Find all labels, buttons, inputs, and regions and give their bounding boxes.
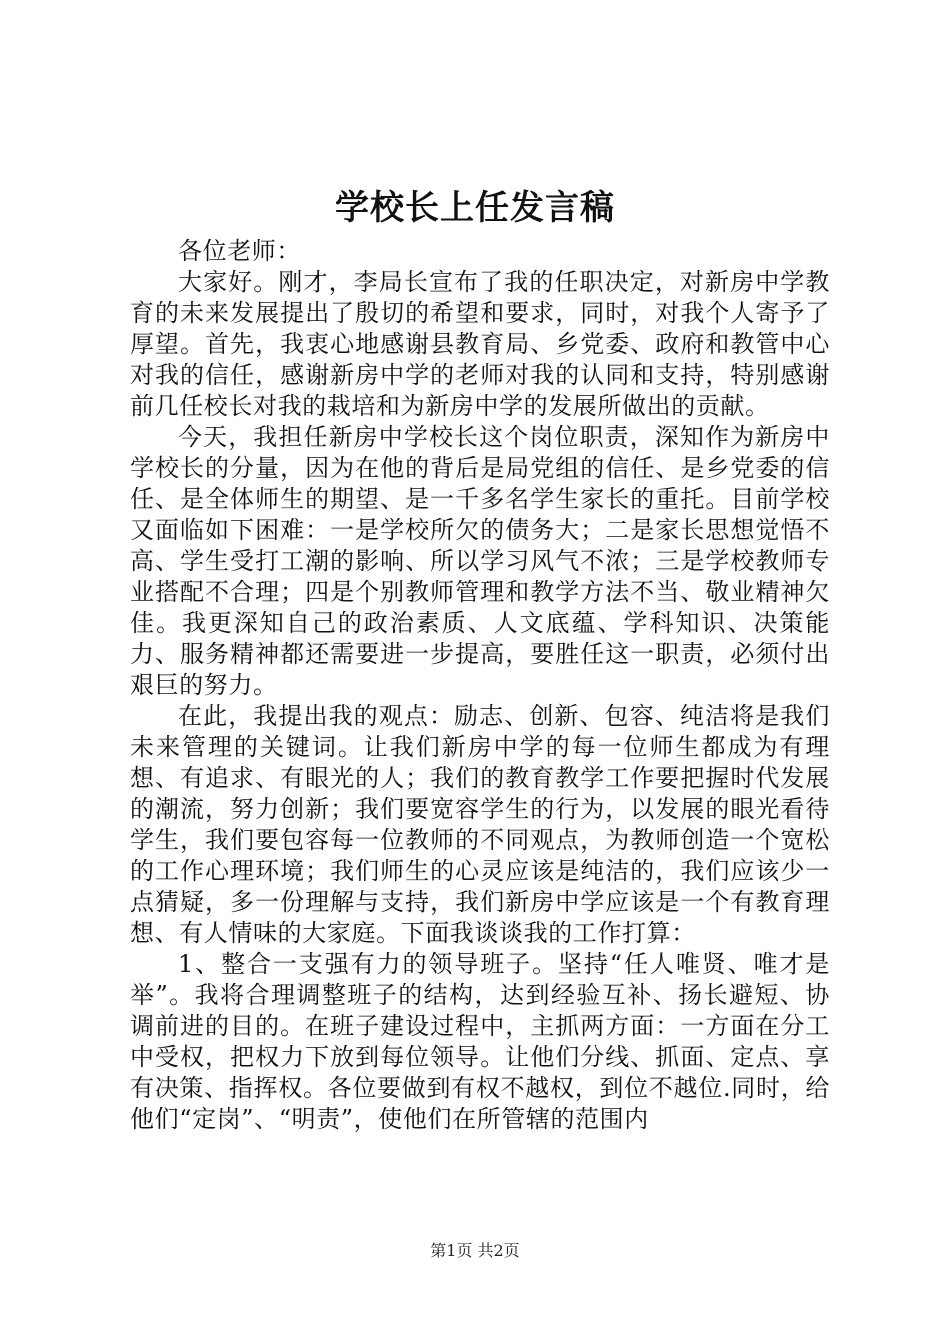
document-body [130,236,830,1135]
body-paragraph: 大家好。刚才，李局长宣布了我的任职决定，对新房中学教育的未来发展提出了殷切的希望和要求，同时，对我个人寄予了厚望。首先，我衷心地感谢县教育局、乡党委、政府和教管中心对我的信任，感谢新房中学的老师对我的认同和支持，特别感谢前几任校长对我的栽培和为新房中学的发展所做出的贡献。 [130,268,830,420]
body-paragraph: 1、整合一支强有力的领导班子。坚持“任人唯贤、唯才是举”。我将合理调整班子的结构，达到经验互补、扬长避短、协调前进的目的。在班子建设过程中，主抓两方面：一方面在分工中受权，把权力下放到每位领导。让他们分线、抓面、定点、享有决策、指挥权。各位要做到有权不越权，到位不越位.同时，给他们“定岗”、“明责”，使他们在所管辖的范围内 [130,950,830,1133]
body-paragraph: 在此，我提出我的观点：励志、创新、包容、纯洁将是我们未来管理的关键词。让我们新房中学的每一位师生都成为有理想、有追求、有眼光的人；我们的教育教学工作要把握时代发展的潮流，努力创新；我们要宽容学生的行为，以发展的眼光看待学生，我们要包容每一位教师的不同观点，为教师创造一个宽松的工作心理环境；我们师生的心灵应该是纯洁的，我们应该少一点猜疑，多一份理解与支持，我们新房中学应该是一个有教育理想、有人情味的大家庭。下面我谈谈我的工作打算： [130,702,830,947]
salutation-paragraph: 各位老师： [178,237,301,265]
body-paragraph: 今天，我担任新房中学校长这个岗位职责，深知作为新房中学校长的分量，因为在他的背后是局党组的信任、是乡党委的信任、是全体师生的期望、是一千多名学生家长的重托。目前学校又面临如下困难：一是学校所欠的债务大；二是家长思想觉悟不高、学生受打工潮的影响、所以学习风气不浓；三是学校教师专业搭配不合理；四是个别教师管理和教学方法不当、敬业精神欠佳。我更深知自己的政治素质、人文底蕴、学科知识、决策能力、服务精神都还需要进一步提高，要胜任这一职责，必须付出艰巨的努力。 [130,423,830,699]
page-footer: 第1页 共2页 [430,1241,520,1260]
document-title: 学校长上任发言稿 [335,188,615,228]
